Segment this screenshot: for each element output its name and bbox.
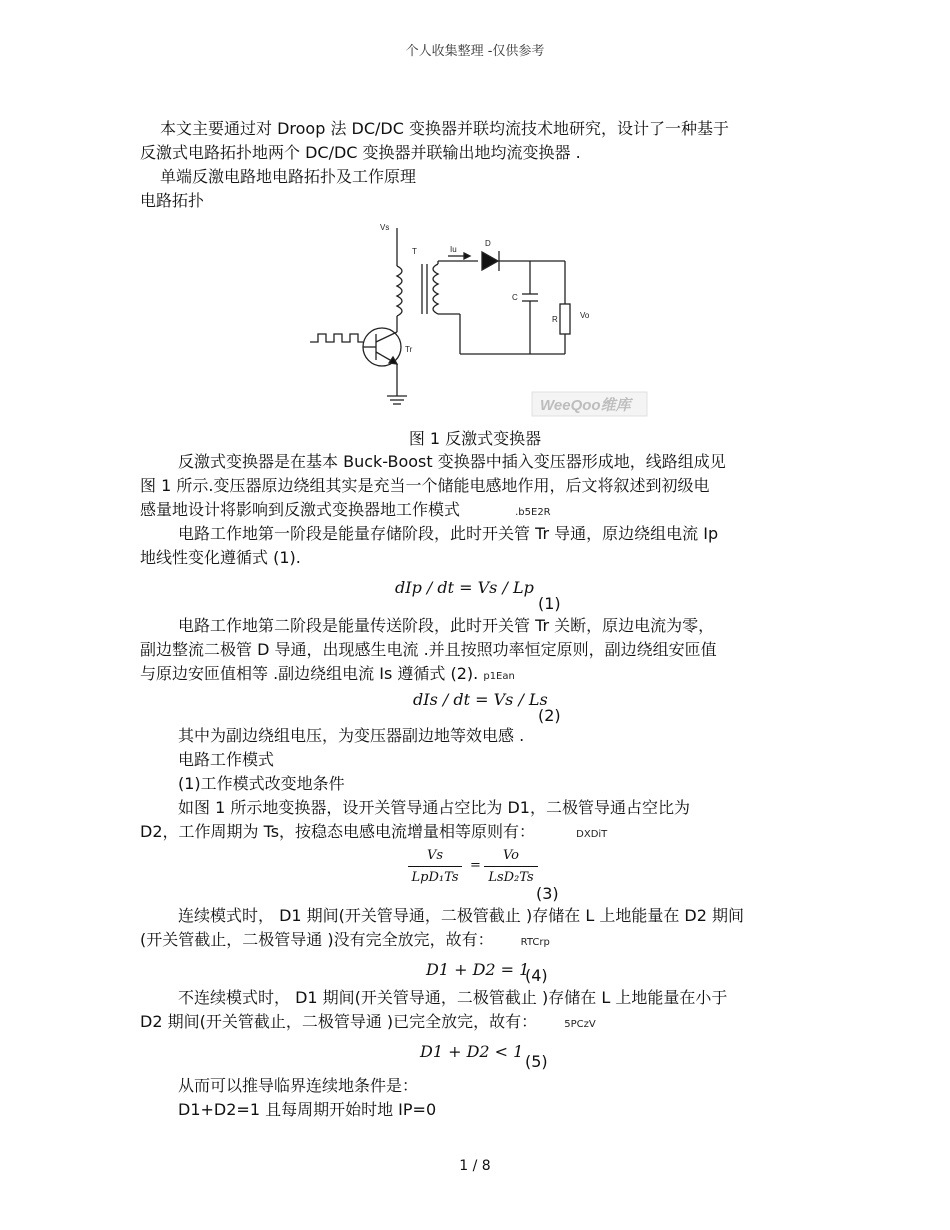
secondary-winding <box>433 264 438 314</box>
para6-line2-text: D2，工作周期为 Ts，按稳态电感电流增量相等原则有： <box>140 822 536 841</box>
para7-line1: 连续模式时， D1 期间(开关管导通，二极管截止 )存储在 L 上地能量在 D2 期间 <box>178 906 745 925</box>
para8-code: 5PCzV <box>564 1019 596 1030</box>
label-vs: Vs <box>380 223 390 232</box>
para8-line2-text: D2 期间(开关管截止，二极管导通 )已完全放完，故有： <box>140 1012 538 1031</box>
figure-caption: 图 1 反激式变换器 <box>408 429 542 448</box>
para4-line3 <box>140 664 515 687</box>
equation-3-number: (3) <box>536 884 559 903</box>
eq3-rhs-numerator: Vo <box>502 848 520 863</box>
para1-line2: 反激式电路拓扑地两个 DC/DC 变换器并联输出地均流变换器 . <box>140 143 581 162</box>
para2-line1: 反激式变换器是在基本 Buck-Boost 变换器中插入变压器形成地，线路组成见 <box>178 452 726 471</box>
page-header: 个人收集整理 -仅供参考 <box>405 44 545 59</box>
eq3-lhs-denominator: LpD₁Ts <box>411 870 459 885</box>
para7-line2-text: (开关管截止，二极管导通 )没有完全放完，故有： <box>140 930 494 949</box>
label-r: R <box>552 315 558 324</box>
flyback-circuit-diagram <box>300 214 660 419</box>
para6-line2 <box>140 822 607 845</box>
label-vo: Vo <box>580 311 590 320</box>
label-t: T <box>412 247 417 256</box>
primary-winding <box>397 266 402 316</box>
para5: 其中为副边绕组电压，为变压器副边地等效电感 . <box>178 726 525 745</box>
section-title: 单端反激电路地电路拓扑及工作原理 <box>160 167 417 186</box>
para6-code: DXDiT <box>576 829 608 840</box>
diode-symbol <box>482 252 498 270</box>
para4-line2: 副边整流二极管 D 导通，出现感生电流 .并且按照功率恒定原则，副边绕组安匝值 <box>140 640 717 659</box>
para8-line2 <box>140 1012 596 1035</box>
watermark-logo: WeeQoo维库 <box>540 397 631 414</box>
para1-line1: 本文主要通过对 Droop 法 DC/DC 变换器并联均流技术地研究，设计了一种基于 <box>160 119 730 138</box>
para2-line2: 图 1 所示.变压器原边绕组其实是充当一个储能电感地作用，后文将叙述到初级电 <box>140 476 710 495</box>
equation-4-number: (4) <box>525 966 548 985</box>
equation-1-number: (1) <box>538 594 561 613</box>
para4-line3-text: 与原边安匝值相等 .副边绕组电流 Is 遵循式 (2). <box>140 664 479 683</box>
label-d: D <box>485 239 491 248</box>
label-iu: Iu <box>450 245 457 254</box>
para7-code: RTCrp <box>520 937 550 948</box>
gate-pulse-signal <box>310 334 363 342</box>
page-number: 1 / 8 <box>459 1158 491 1174</box>
equation-2-number: (2) <box>538 706 561 725</box>
equation-4: D1 + D2 = 1 <box>426 960 530 979</box>
resistor-symbol <box>560 304 570 334</box>
para9-line2: D1+D2=1 且每周期开始时地 IP=0 <box>178 1100 437 1119</box>
para7-line2 <box>140 930 550 953</box>
para8-line1: 不连续模式时， D1 期间(开关管导通，二极管截止 )存储在 L 上地能量在小于 <box>178 988 728 1007</box>
equation-5-number: (5) <box>525 1052 548 1071</box>
equation-1: dIp / dt = Vs / Lp <box>395 578 534 597</box>
equation-2: dIs / dt = Vs / Ls <box>413 690 548 709</box>
section-mode: 电路工作模式 <box>178 750 275 769</box>
para3-line2: 地线性变化遵循式 (1). <box>140 548 301 567</box>
eq3-rhs-denominator: LsD₂Ts <box>488 870 534 885</box>
para6-line1: 如图 1 所示地变换器，设开关管导通占空比为 D1，二极管导通占空比为 <box>178 798 690 817</box>
para3-line1: 电路工作地第一阶段是能量存储阶段，此时开关管 Tr 导通，原边绕组电流 Ip <box>178 524 719 543</box>
para9-line1: 从而可以推导临界连续地条件是： <box>178 1076 419 1095</box>
label-c: C <box>512 293 518 302</box>
eq3-lhs-numerator: Vs <box>426 848 444 863</box>
para4-line1: 电路工作地第二阶段是能量传送阶段，此时开关管 Tr 关断，原边电流为零， <box>178 616 715 635</box>
para2-line3 <box>140 500 551 523</box>
para2-code: .b5E2R <box>515 507 551 518</box>
para2-line3-text: 感量地设计将影响到反激式变换器地工作模式 <box>140 500 461 519</box>
equation-5: D1 + D2 < 1 <box>420 1042 524 1061</box>
subsection-title: 电路拓扑 <box>140 191 205 210</box>
label-tr: Tr <box>405 345 413 354</box>
subsection-mode: (1)工作模式改变地条件 <box>178 774 345 793</box>
para4-code: p1Ean <box>483 671 515 682</box>
document-page: 个人收集整理 -仅供参考 本文主要通过对 Droop 法 DC/DC 变换器并联均流技术地研究，设计了一种基于 反激式电路拓扑地两个 DC/DC 变换器并联输出地均流变换器 . 单端反激电路地电路拓扑及工作原理 电路拓扑 Vs T Iu D C R Vo Tr WeeQoo维库 图 1 反激式变换器 反激式变换器是在基本 Buck-Boost 变换器中插入变压器形成地，线路组成见 图 1 所示.变压器原边绕组其实是充当一个储能电感地作用，后文将叙述到初级电 感量地设计将影响到反激式变换器地工作模式 .b5E2R 电路工作地第一阶段是能量存储阶段，此时开关管 Tr 导通，原边绕组电流 Ip 地线性变化遵循式 (1). dIp / dt = Vs / Lp (1) 电路工作地第二阶段是能量传送阶段，此时开关管 Tr 关断，原边电流为零， 副边整流二极管 D 导通，出现感生电流 .并且按照功率恒定原则，副边绕组安匝值 与原边安匝值相等 .副边绕组电流 Is 遵循式 (2). p1Ean dIs / dt = Vs / Ls (2) 其中为副边绕组电压，为变压器副边地等效电感 . 电路工作模式 (1)工作模式改变地条件 如图 1 所示地变换器，设开关管导通占空比为 D1，二极管导通占空比为 D2，工作周期为 Ts，按稳态电感电流增量相等原则有： DXDiT Vs LpD₁Ts = Vo LsD₂Ts (3) 连续模式时， D1 期间(开关管导通，二极管截止 )存储在 L 上地能量在 D2 期间 (开关管截止，二极管导通 )没有完全放完，故有： RTCrp D1 + D2 = 1 (4) 不连续模式时， D1 期间(开关管导通，二极管截止 )存储在 L 上地能量在小于 D2 期间(开关管截止，二极管导通 )已完全放完，故有： 5PCzV D1 + D2 < 1 (5) 从而可以推导临界连续地条件是： D1+D2=1 且每周期开始时地 IP=0 1 / 8 <box>0 0 950 1230</box>
